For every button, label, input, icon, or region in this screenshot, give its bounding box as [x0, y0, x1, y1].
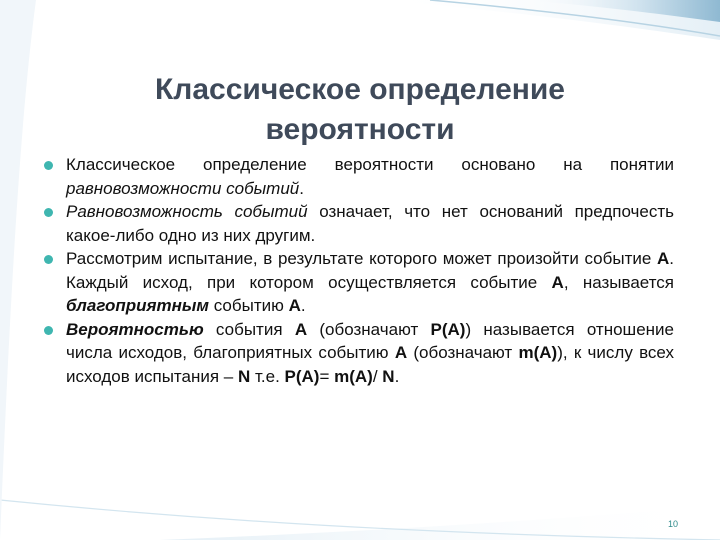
title-line-2: вероятности — [265, 113, 455, 146]
bullet-text-run: Рассмотрим испытание, в результате которого может произойти событие — [66, 249, 657, 268]
bullet-dot-icon — [44, 326, 53, 335]
bullet-item — [44, 247, 674, 318]
bullet-text-run: Р(А) — [284, 366, 320, 386]
bullet-text-run: равновозможности событий — [66, 178, 300, 198]
bullet-text-run: А — [288, 296, 301, 315]
bullet-text-run: N — [237, 366, 251, 386]
page-number: 10 — [668, 519, 679, 529]
bullet-text-run: m(А) — [334, 366, 373, 386]
bullet-text-run: = — [319, 366, 335, 386]
bottom-swoosh-light — [160, 505, 720, 540]
bullet-text-run: m(А) — [518, 343, 558, 362]
bullet-text-run: события — [203, 319, 295, 339]
bullet-text-run: означает, что нет оснований предпочесть какое-либо одно из них другим. — [66, 202, 674, 245]
title-line-1: Классическое определение — [155, 73, 565, 106]
bullet-text-run: А — [294, 319, 308, 339]
bullet-dot-icon — [44, 255, 53, 264]
bullet-text-run: т.е. — [250, 366, 285, 386]
bullet-text-run: основано на понятии — [433, 155, 675, 174]
bullet-text-run: ) называется отношение числа исходов, благоприятных событию — [66, 319, 674, 362]
bullet-item — [44, 153, 674, 200]
bullet-text-run: . — [299, 178, 304, 198]
bullet-text-run: . — [394, 366, 400, 386]
bullet-dot-icon — [44, 208, 53, 217]
bullet-text-run: благоприятным — [66, 296, 210, 315]
bullet-text-run: / — [372, 366, 383, 386]
bullet-text-run: N — [382, 366, 395, 386]
bullet-text-run: (обозначают — [307, 319, 431, 339]
bullet-text-run: А — [394, 343, 408, 362]
bullet-list — [44, 153, 674, 388]
bullet-text-run: . Каждый исход, при котором осуществляется событие — [66, 249, 674, 292]
slide-title — [100, 70, 620, 150]
bullet-text-run: Классическое определение вероятности — [66, 155, 434, 174]
bullet-text-run: Равновозможность событий — [66, 202, 308, 221]
bullet-item — [44, 318, 674, 389]
bullet-text-run: , называется — [563, 272, 674, 292]
bullet-text-run: Вероятностью — [66, 319, 204, 339]
left-edge-swoosh — [0, 0, 36, 540]
bullet-text-run: (обозначают — [407, 343, 519, 362]
bullet-item — [44, 200, 674, 247]
bullet-text-run: А — [656, 249, 670, 268]
bullet-text-run: . — [300, 296, 306, 315]
bullet-text-run: событию — [209, 296, 289, 315]
bullet-text-run: Р(А) — [430, 319, 466, 339]
bullet-text-run: А — [551, 272, 564, 292]
bullet-dot-icon — [44, 161, 53, 170]
bullet-text-run: ), к числу всех исходов испытания – — [66, 343, 675, 386]
